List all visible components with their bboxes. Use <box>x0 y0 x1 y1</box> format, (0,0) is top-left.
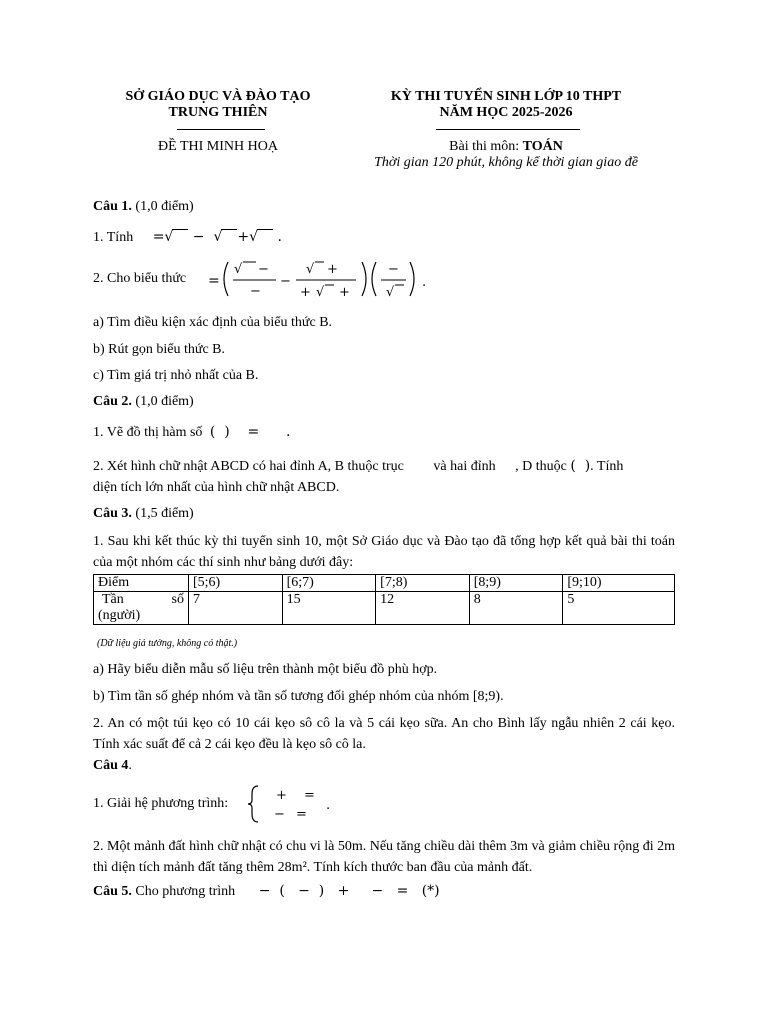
table-cell: Điểm <box>94 575 189 592</box>
q1-part1-label: 1. Tính <box>93 230 134 245</box>
q5-title: Câu 5. <box>93 884 132 899</box>
subject-line <box>350 139 662 155</box>
subject-name: TOÁN <box>522 139 563 154</box>
q3-title: Câu 3. <box>93 506 132 521</box>
svg-text:√: √ <box>316 285 325 300</box>
score-frequency-table <box>93 574 675 625</box>
exam-type-title: ĐỀ THI MINH HOẠ <box>158 139 278 154</box>
q2-part2-text3: , D thuộc <box>515 459 567 474</box>
left-header-rule <box>177 129 265 130</box>
q2-points: (1,0 điểm) <box>131 394 194 409</box>
svg-text:−: − <box>258 262 269 277</box>
q3-points: (1,5 điểm) <box>131 506 194 521</box>
q3-item-a: a) Hãy biểu diễn mẫu số liệu trên thành một biểu đồ phù hợp. <box>93 662 438 677</box>
table-cell: 8 <box>469 592 563 625</box>
q2-part2-line2: diện tích lớn nhất của hình chữ nhật ABCD. <box>93 480 340 495</box>
table-row <box>94 592 675 625</box>
q1-points: (1,0 điểm) <box>131 199 194 214</box>
q5-text: Cho phương trình <box>131 884 236 899</box>
time-note: Thời gian 120 phút, không kể thời gian giao đề <box>374 155 638 170</box>
table-cell: 12 <box>376 592 470 625</box>
school-year: NĂM HỌC 2025-2026 <box>439 105 573 120</box>
department-name: SỞ GIÁO DỤC VÀ ĐÀO TẠO <box>125 89 311 104</box>
q4-part2: 2. Một mảnh đất hình chữ nhật có chu vi là 50m. Nếu tăng chiều dài thêm 3m và giảm chiều rộng đi 2m thì diện tích mảnh đất tăng thêm 28m². Tính kích thước ban đầu của mảnh đất. <box>93 839 675 875</box>
q4-heading <box>93 758 132 774</box>
svg-text:=: = <box>208 273 220 289</box>
svg-text:−: − <box>250 284 261 299</box>
q5-equation: − ( − ) + − = (*) <box>258 883 440 899</box>
q3-intro: 1. Sau khi kết thúc kỳ thi tuyển sinh 10, một Sở Giáo dục và Đào tạo đã tổng hợp kết quả bài thi toán của một nhóm các thí sinh như bảng dưới đây: <box>93 534 675 570</box>
table-cell: [7;8) <box>376 575 470 592</box>
q1-item-a: a) Tìm điều kiện xác định của biểu thức B. <box>93 315 333 330</box>
q5-equation-mark: (*) <box>421 883 440 899</box>
table-cell: [9;10) <box>563 575 675 592</box>
svg-text:−: − <box>274 807 285 822</box>
q3-item-b: b) Tìm tần số ghép nhóm và tần số tương đối ghép nhóm của nhóm [8;9). <box>93 689 504 704</box>
q2-part2-text1: 2. Xét hình chữ nhật ABCD có hai đỉnh A, B thuộc trục <box>93 459 404 474</box>
q1-title: Câu 1. <box>93 199 132 214</box>
q2-part2-text2: và hai đỉnh <box>433 459 496 474</box>
q2-part1-label: 1. Vẽ đồ thị hàm số <box>93 425 203 440</box>
province-name: TRUNG THIÊN <box>168 105 268 120</box>
q1-item-c: c) Tìm giá trị nhỏ nhất của B. <box>93 368 259 383</box>
svg-text:−: − <box>388 262 399 277</box>
q1-heading <box>93 199 194 215</box>
q2-heading <box>93 394 194 410</box>
row-label-word1: Tần <box>102 592 124 607</box>
table-cell: 15 <box>282 592 376 625</box>
svg-text:√: √ <box>306 262 315 277</box>
table-row-label <box>94 592 189 625</box>
svg-text:+: + <box>327 262 338 277</box>
q2-parabola-name: ( ) <box>570 458 591 474</box>
row-label-word2: số <box>171 592 184 607</box>
q1-expression-a: =√ − √ +√ . <box>152 229 282 245</box>
svg-text:=: = <box>296 807 307 822</box>
data-disclaimer: (Dữ liệu giả tưởng, không có thật.) <box>97 638 238 649</box>
table-cell: [8;9) <box>469 575 563 592</box>
svg-text:√: √ <box>234 262 243 277</box>
table-row <box>94 575 675 592</box>
q2-part1 <box>93 424 290 441</box>
q2-title: Câu 2. <box>93 394 132 409</box>
q1-item-b: b) Rút gọn biểu thức B. <box>93 342 226 357</box>
q3-part2: 2. An có một túi kẹo có 10 cái kẹo sô cô la và 5 cái kẹo sữa. An cho Bình lấy ngẫu nhiên 2 cái kẹo. Tính xác suất để cả 2 cái kẹo đều là kẹo sô cô la. <box>93 716 675 752</box>
subject-label: Bài thi môn: <box>449 139 523 154</box>
q1-part1 <box>93 229 282 246</box>
exam-name: KỲ THI TUYỂN SINH LỚP 10 THPT <box>390 89 622 104</box>
q2-part2-text4: . Tính <box>590 459 624 474</box>
svg-text:.: . <box>422 275 427 290</box>
q4-part1-label: 1. Giải hệ phương trình: <box>93 796 229 811</box>
q5-heading <box>93 883 440 900</box>
table-cell: [6;7) <box>282 575 376 592</box>
svg-text:+: + <box>339 285 350 300</box>
svg-text:−: − <box>280 274 291 289</box>
row-label-unit: (người) <box>98 608 141 623</box>
svg-text:√: √ <box>386 285 395 300</box>
q1-part2-label: 2. Cho biểu thức <box>93 271 187 286</box>
table-cell: [5;6) <box>189 575 283 592</box>
table-cell: 7 <box>189 592 283 625</box>
q4-title: Câu 4 <box>93 758 129 773</box>
svg-text:+: + <box>300 285 311 300</box>
right-header-rule <box>436 129 580 130</box>
q4-system-of-equations <box>246 784 336 824</box>
svg-text:.: . <box>326 798 331 813</box>
q2-part2-line1 <box>93 458 623 475</box>
q3-heading <box>93 506 194 522</box>
svg-text:+: + <box>276 788 287 803</box>
q1-expression-b <box>206 256 436 302</box>
table-cell: 5 <box>563 592 675 625</box>
svg-text:=: = <box>304 788 315 803</box>
q2-function-expression: ( ) = . <box>209 424 291 440</box>
q4-dot: . <box>128 758 132 773</box>
